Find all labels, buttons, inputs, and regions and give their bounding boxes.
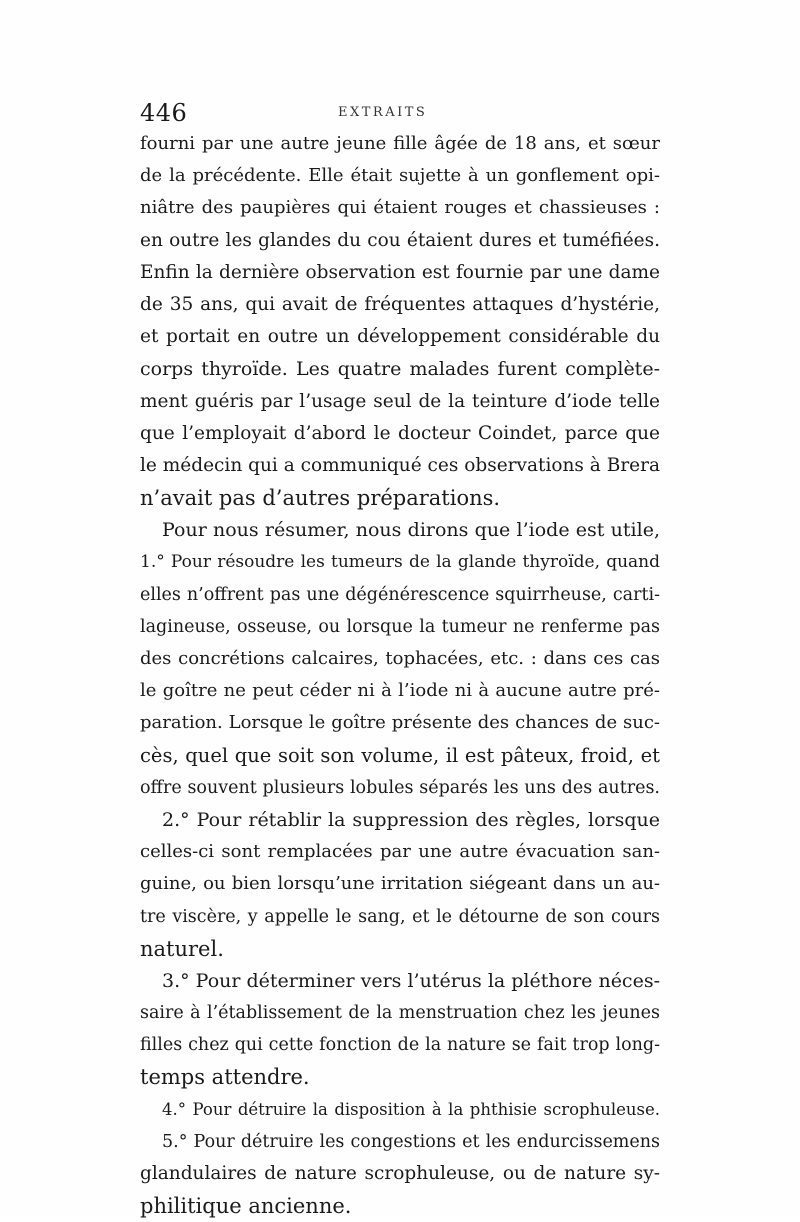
text-line: philitique ancienne. [140,1194,352,1219]
text-line: saire à l’établissement de la menstruation chez les jeunes [140,1003,660,1024]
text-line: guine, ou bien lorsqu’une irritation siégeant dans un au- [140,873,660,895]
text-line: 4.° Pour détruire la disposition à la phthisie scrophuleuse. [162,1099,660,1119]
text-line: ment guéris par l’usage seul de la teinture d’iode telle [140,390,660,412]
text-line: n’avait pas d’autres préparations. [140,486,501,511]
text-line: de la précédente. Elle était sujette à un gonflement opi- [140,165,660,187]
text-line: lagineuse, osseuse, ou lorsque la tumeur ne renferme pas [140,616,660,637]
text-line: le goître ne peut céder ni à l’iode ni à aucune autre pré- [140,680,660,702]
text-line: des concrétions calcaires, tophacées, etc. : dans ces cas [140,648,660,669]
text-line: paration. Lorsque le goître présente des chances de suc- [140,712,660,734]
text-line: en outre les glandes du cou étaient dures et tuméfiées. [140,229,660,251]
text-line: 3.° Pour déterminer vers l’utérus la pléthore néces- [162,969,660,992]
running-head [140,98,660,128]
text-line: le médecin qui a communiqué ces observations à Brera [140,454,660,476]
text-line: niâtre des paupières qui étaient rouges et chassieuses : [140,197,660,219]
text-line: que l’employait d’abord le docteur Coindet, parce que [140,422,660,444]
text-line: celles-ci sont remplacées par une autre évacuation san- [140,841,660,863]
body-text [140,128,660,1222]
text-line: naturel. [140,936,224,961]
text-line: corps thyroïde. Les quatre malades furent complète- [140,358,660,381]
text-line: temps attendre. [140,1065,310,1090]
text-line: 5.° Pour détruire les congestions et les endurcissemens [162,1131,660,1152]
text-line: glandulaires de nature scrophuleuse, ou de nature sy- [140,1163,660,1184]
text-line: de 35 ans, qui avait de fréquentes attaques d’hystérie, [140,293,660,315]
text-line: 1.° Pour résoudre les tumeurs de la glande thyroïde, quand [140,552,660,573]
text-line: 2.° Pour rétablir la suppression des règles, lorsque [162,808,660,831]
text-line: fourni par une autre jeune fille âgée de 18 ans, et sœur [140,133,660,154]
text-line: filles chez qui cette fonction de la nature se fait trop long- [140,1035,660,1056]
text-line: Enfin la dernière observation est fournie par une dame [140,261,660,283]
text-line: cès, quel que soit son volume, il est pâteux, froid, et [140,743,660,767]
text-line: tre viscère, y appelle le sang, et le détourne de son cours [140,906,660,927]
text-line: offre souvent plusieurs lobules séparés les uns des autres. [140,777,660,798]
text-line: elles n’offrent pas une dégénérescence squirrheuse, carti- [140,584,660,605]
text-line: Pour nous résumer, nous dirons que l’iode est utile, [162,519,660,542]
running-title: EXTRAITS [338,105,428,120]
text-line: et portait en outre un développement considérable du [140,326,660,348]
page-number: 446 [140,99,188,127]
